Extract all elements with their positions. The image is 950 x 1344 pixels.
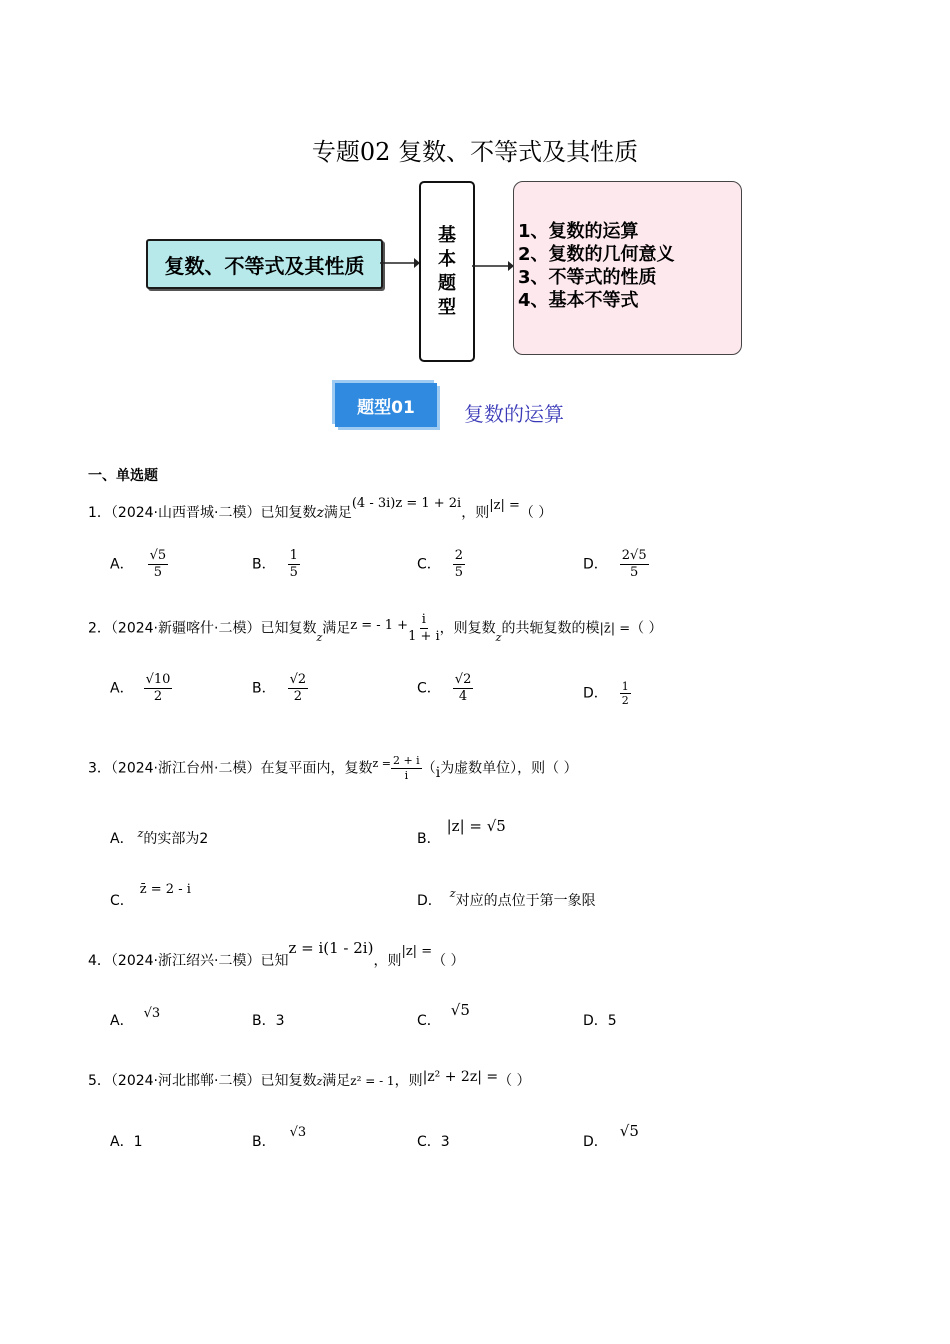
option-b[interactable] — [252, 672, 308, 705]
option-fraction — [148, 548, 169, 581]
frac-num: 2√5 — [621, 548, 647, 563]
option-label: C． — [417, 680, 441, 697]
question-2 — [88, 612, 663, 645]
option-fraction — [620, 548, 649, 581]
frac-num: 2 — [454, 548, 464, 563]
option-label: B． — [252, 680, 276, 697]
question-text: ，则 — [394, 1073, 423, 1089]
math-var: z — [449, 887, 456, 900]
question-text: 满足 — [322, 620, 351, 637]
option-text: |z| = √5 — [446, 817, 506, 835]
option-text: 的实部为2 — [143, 831, 209, 847]
option-text: √3 — [289, 1125, 307, 1140]
option-label: C． — [110, 893, 134, 909]
frac-num: 1 — [289, 548, 298, 563]
question-3 — [88, 754, 578, 783]
math-var: z — [316, 1075, 323, 1088]
option-c[interactable] — [110, 882, 191, 910]
type-badge — [330, 380, 440, 432]
option-text: 对应的点位于第一象限 — [455, 893, 596, 909]
option-d[interactable] — [583, 1010, 617, 1030]
math-var: z — [316, 505, 324, 521]
arrow-1 — [380, 255, 420, 271]
frac-num: √10 — [145, 672, 171, 687]
frac-num: √2 — [289, 672, 307, 687]
option-text: √5 — [619, 1122, 639, 1140]
option-a[interactable] — [110, 672, 172, 705]
question-1 — [88, 496, 553, 522]
option-a[interactable] — [110, 548, 168, 581]
type-list-box — [513, 181, 742, 355]
type-title: 复数的运算 — [464, 402, 564, 426]
question-number: 2． — [88, 620, 111, 637]
option-d[interactable] — [583, 548, 649, 581]
option-text: 3 — [440, 1134, 450, 1150]
question-text: 满足 — [322, 1073, 351, 1089]
math-fraction — [408, 612, 440, 645]
option-text: 1 — [133, 1134, 143, 1150]
basic-char-3: 题 — [438, 272, 456, 294]
question-text: 已知复数 — [260, 1073, 317, 1089]
type-list-item: 4、基本不等式 — [518, 290, 639, 311]
math-formula: z² = - 1 — [350, 1074, 395, 1088]
option-d[interactable] — [583, 1122, 639, 1151]
question-4 — [88, 939, 465, 970]
option-label: D． — [583, 685, 608, 702]
option-label: C． — [417, 556, 441, 573]
option-b[interactable] — [252, 1125, 307, 1151]
question-source: （2024·浙江台州·二模） — [110, 760, 261, 777]
frac-den: 5 — [454, 565, 464, 580]
topic-box: 复数、不等式及其性质 — [146, 239, 383, 289]
option-a[interactable] — [110, 1131, 143, 1151]
math-fraction — [391, 754, 422, 783]
frac-den: 1 + i — [408, 629, 440, 644]
page-title: 专题02 复数、不等式及其性质 — [311, 138, 639, 166]
question-text: 已知复数 — [260, 505, 317, 521]
frac-num: 1 — [621, 680, 629, 693]
option-label: D． — [583, 1134, 608, 1150]
math-formula: z = — [372, 756, 391, 770]
question-source: （2024·河北邯郸·二模） — [110, 1073, 261, 1089]
option-label: B． — [252, 556, 276, 573]
option-label: A． — [110, 1013, 134, 1029]
frac-den: 5 — [153, 565, 162, 580]
option-b[interactable] — [252, 1010, 285, 1030]
frac-num: √5 — [149, 548, 167, 563]
question-source: （2024·山西晋城·二模） — [110, 505, 261, 521]
question-text: 的共轭复数的模 — [501, 620, 600, 637]
option-d[interactable] — [417, 887, 596, 910]
question-number: 5． — [88, 1073, 111, 1089]
question-source: （2024·新疆喀什·二模） — [110, 620, 261, 637]
option-b[interactable] — [417, 817, 506, 848]
type-list-item: 2、复数的几何意义 — [518, 244, 675, 265]
option-c[interactable] — [417, 1131, 450, 1151]
option-label: B． — [252, 1134, 276, 1150]
question-text: 在复平面内，复数 — [260, 760, 373, 777]
answer-paren: （ ） — [630, 620, 663, 637]
frac-den: 2 — [153, 689, 163, 704]
option-text: z̄ = 2 - i — [139, 882, 191, 897]
basic-types-box — [419, 181, 475, 362]
option-label: A． — [110, 556, 134, 573]
option-b[interactable] — [252, 548, 300, 581]
question-number: 3． — [88, 760, 111, 777]
option-text: √5 — [450, 1001, 470, 1019]
math-var: z — [137, 827, 144, 840]
option-fraction — [288, 548, 300, 581]
frac-num: i — [421, 612, 426, 627]
answer-paren: （ ） — [432, 953, 465, 969]
type-list-item: 3、不等式的性质 — [518, 267, 657, 288]
option-text: √3 — [143, 1006, 161, 1021]
option-label: D． — [583, 1013, 608, 1029]
question-text: （ — [421, 760, 436, 777]
basic-char-1: 基 — [438, 224, 456, 246]
option-a[interactable] — [110, 828, 208, 848]
math-formula: z = i(1 - 2i) — [288, 939, 374, 957]
option-label: A． — [110, 1134, 134, 1150]
option-c[interactable] — [417, 548, 465, 581]
answer-paren: （ ） — [519, 505, 553, 521]
option-fraction — [453, 672, 474, 705]
option-text: 3 — [275, 1013, 285, 1029]
frac-den: i — [404, 769, 409, 782]
option-label: C． — [417, 1134, 441, 1150]
answer-paren: （ ） — [498, 1073, 531, 1089]
option-d[interactable] — [583, 680, 631, 707]
math-var: i — [435, 764, 441, 781]
question-text: 已知复数 — [260, 620, 317, 637]
frac-num: √2 — [454, 672, 472, 687]
option-c[interactable] — [417, 1001, 470, 1030]
question-number: 4． — [88, 953, 111, 969]
question-text: ，则复数 — [439, 620, 496, 637]
option-fraction — [288, 672, 309, 705]
math-ask: |z| = — [489, 498, 520, 513]
math-var: z — [316, 630, 323, 644]
question-text: ，则 — [373, 953, 402, 969]
option-a[interactable] — [110, 1006, 161, 1030]
question-source: （2024·浙江绍兴·二模） — [110, 953, 261, 969]
option-fraction — [453, 548, 465, 581]
option-label: D． — [583, 556, 608, 573]
option-fraction — [620, 680, 631, 707]
frac-den: 4 — [458, 689, 468, 704]
type-list-item: 1、复数的运算 — [518, 221, 639, 242]
frac-num: 2 + i — [392, 754, 420, 767]
question-5 — [88, 1070, 531, 1090]
math-ask: |z² + 2z| = — [422, 1069, 499, 1085]
option-fraction — [144, 672, 173, 705]
question-text: ，则 — [461, 505, 490, 521]
arrow-2 — [472, 258, 514, 274]
basic-char-2: 本 — [438, 248, 456, 270]
option-text: 5 — [607, 1013, 617, 1029]
question-text: 已知 — [260, 953, 289, 969]
frac-den: 5 — [630, 565, 639, 580]
math-ask: |z| = — [401, 944, 433, 959]
frac-den: 5 — [289, 565, 298, 580]
frac-den: 2 — [293, 689, 303, 704]
option-label: B． — [417, 831, 441, 847]
math-formula: (4 - 3i)z = 1 + 2i — [351, 496, 462, 511]
question-text: 为虚数单位），则（ ） — [440, 760, 578, 777]
option-label: A． — [110, 831, 134, 847]
frac-den: 2 — [621, 694, 629, 707]
option-c[interactable] — [417, 672, 473, 705]
question-text: 满足 — [323, 505, 352, 521]
basic-char-4: 型 — [438, 296, 456, 318]
math-var: z — [495, 630, 502, 644]
option-label: D． — [417, 893, 442, 909]
option-label: A． — [110, 680, 134, 697]
type-badge-label: 题型01 — [335, 383, 437, 427]
option-label: C． — [417, 1013, 441, 1029]
question-number: 1． — [88, 505, 111, 521]
section-heading: 一、单选题 — [88, 468, 158, 484]
option-label: B． — [252, 1013, 276, 1029]
math-formula: z = - 1 + — [350, 617, 409, 633]
math-ask: |z̄| = — [599, 621, 631, 637]
